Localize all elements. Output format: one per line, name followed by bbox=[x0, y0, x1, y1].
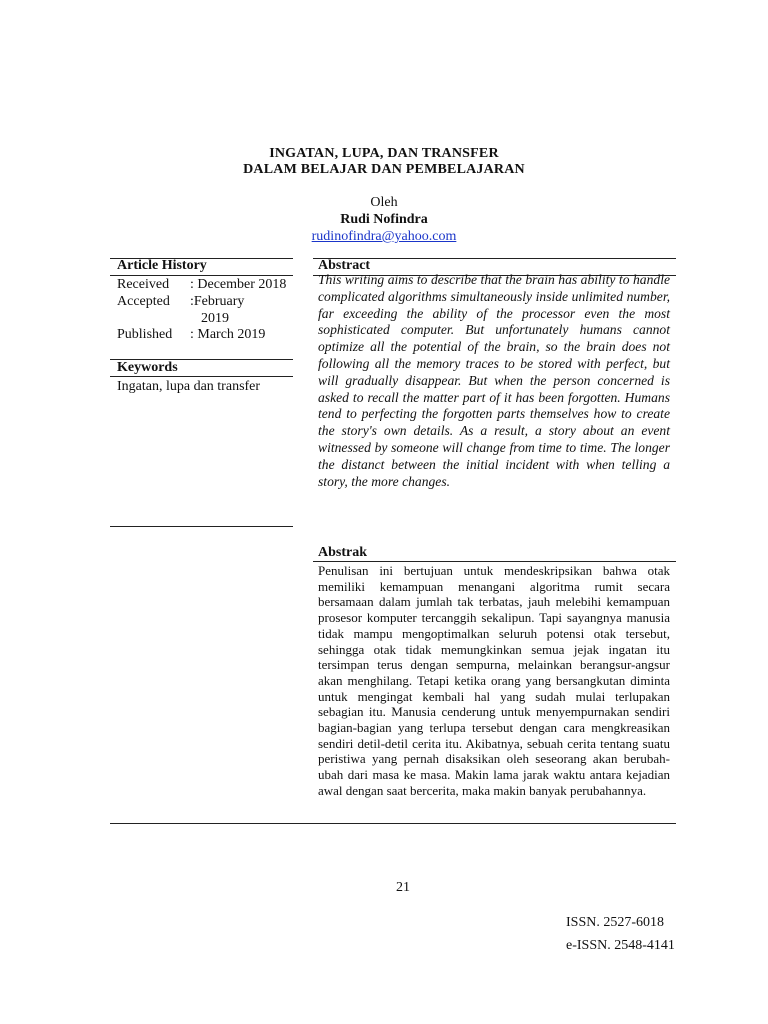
accepted-value: :February bbox=[190, 294, 245, 309]
rule-left-bottom bbox=[110, 526, 293, 527]
abstract-heading: Abstract bbox=[318, 258, 371, 273]
title-line-1: INGATAN, LUPA, DAN TRANSFER bbox=[269, 146, 499, 161]
abstrak-text: Penulisan ini bertujuan untuk mendeskripsikan bahwa otak memiliki kemampuan menangani algoritma rumit secara bersamaan dalam jumlah tak terbatas, jauh melebihi kemampuan prosesor komputer tercanggih sekalipun. Tapi sayangnya manusia tidak mampu mengoptimalkan seluruh potensi otak tersebut, sehingga otak tidak memungkinkan semua jejak ingatan itu tersimpan terus dengan sempurna, melainkan berangsur-angsur akan menghilang. Tetapi ketika orang yang bersangkutan diminta untuk mengingat kembali hal yang sudah mulai terlupakan sebagian itu. Manusia cenderung untuk menyempurnakan sendiri bagian-bagian yang terlupa tersebut dengan cara mengkreasikan sendiri detil-detil cerita itu. Akibatnya, sebuah cerita tentang suatu peristiwa yang pernah disaksikan oleh seseorang akan berubah-ubah dari masa ke masa. Makin lama jarak waktu antara kejadian awal dengan saat bercerita, maka makin banyak perubahannya. bbox=[318, 563, 670, 798]
by-label: Oleh bbox=[370, 195, 398, 210]
page-number: 21 bbox=[396, 880, 410, 895]
keywords-value: Ingatan, lupa dan transfer bbox=[117, 379, 261, 394]
accepted-label: Accepted bbox=[117, 294, 170, 309]
author-email-link[interactable]: rudinofindra@yahoo.com bbox=[311, 229, 457, 244]
rule-bottom bbox=[110, 823, 676, 824]
author-name: Rudi Nofindra bbox=[340, 212, 428, 227]
abstract-text: This writing aims to describe that the brain has ability to handle complicated algorithms simultaneously inside unlimited number, far exceeding the ability of the processor even the most sophisticated computer. But unfortunately humans cannot optimize all the potential of the brain, so the brain does not following all the memory traces to be stored with perfect, but will gradually disappear. But when the person concerned is asked to recall the matter part of it has been forgotten. Humans tend to perfecting the forgotten parts themselves how to create the story's own details. As a result, a story about an event witnessed by someone will change from time to time. The longer the distanct between the initial incident with when telling a story, the more changes. bbox=[318, 272, 670, 489]
accepted-value-year: 2019 bbox=[201, 311, 229, 326]
rule-right-abstrak bbox=[313, 561, 676, 562]
abstrak-heading: Abstrak bbox=[318, 545, 368, 560]
rule-left-keywords bbox=[110, 376, 293, 377]
issn: ISSN. 2527-6018 bbox=[566, 915, 665, 930]
title-line-2: DALAM BELAJAR DAN PEMBELAJARAN bbox=[243, 162, 525, 177]
article-history-heading: Article History bbox=[117, 258, 207, 273]
received-value: : December 2018 bbox=[190, 277, 287, 292]
received-label: Received bbox=[117, 277, 170, 292]
eissn: e-ISSN. 2548-4141 bbox=[566, 938, 675, 953]
published-value: : March 2019 bbox=[190, 327, 266, 342]
keywords-heading: Keywords bbox=[117, 360, 178, 375]
published-label: Published bbox=[117, 327, 173, 342]
